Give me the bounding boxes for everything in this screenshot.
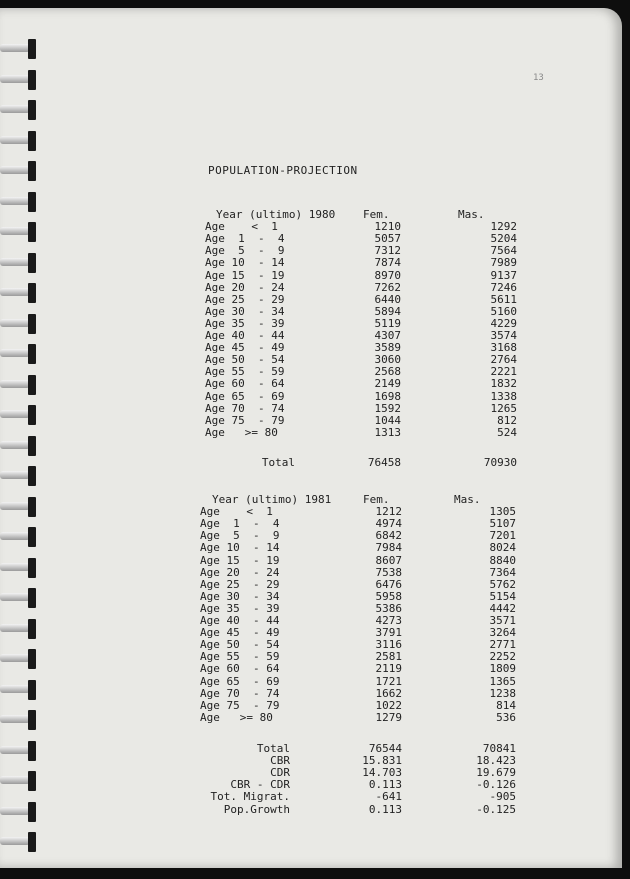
mas-value: 5204 <box>490 232 517 246</box>
age-group-label: Age 65 - 69 <box>205 389 285 403</box>
age-group-label: Age 25 - 29 <box>200 577 280 591</box>
summary-label: Total <box>261 456 295 469</box>
summary-mas-value: -0.125 <box>476 802 516 816</box>
page-number: 13 <box>533 73 544 83</box>
mas-value: 5611 <box>490 292 517 306</box>
mas-value: 1238 <box>489 686 516 700</box>
fem-value: 4307 <box>374 329 401 342</box>
fem-value: 1210 <box>374 220 401 234</box>
binding-ring <box>0 679 38 701</box>
binding-ring <box>0 618 38 640</box>
binding-ring <box>0 38 38 60</box>
mas-value: 7201 <box>489 529 516 543</box>
mas-value: 2771 <box>489 638 516 652</box>
mas-value: 9137 <box>490 268 517 282</box>
fem-value: 2581 <box>375 650 402 664</box>
fem-value: 6440 <box>374 292 401 306</box>
age-group-label: Age 60 - 64 <box>200 662 280 676</box>
summary-label: Total <box>256 742 290 755</box>
age-group-label: Age 10 - 14 <box>205 256 285 270</box>
summary-fem-value: 0.113 <box>368 802 402 816</box>
fem-value: 4974 <box>375 517 402 531</box>
age-group-label: Age 45 - 49 <box>205 341 285 355</box>
binding-ring <box>0 252 38 274</box>
binding-ring <box>0 465 38 487</box>
age-group-label: Age 50 - 54 <box>200 638 280 652</box>
age-group-label: Age 45 - 49 <box>200 626 280 640</box>
fem-value: 4273 <box>375 614 402 627</box>
fem-value: 1662 <box>375 686 402 700</box>
age-group-label: Age 15 - 19 <box>205 268 285 282</box>
age-group-label: Age >= 80 <box>200 710 273 724</box>
mas-value: 814 <box>496 698 516 712</box>
mas-value: 5154 <box>489 589 516 603</box>
fem-value: 3116 <box>375 638 402 652</box>
fem-value: 2568 <box>374 365 401 379</box>
fem-value: 3589 <box>374 341 401 355</box>
summary-fem-value: 15.831 <box>362 754 402 768</box>
fem-value: 6842 <box>375 529 402 543</box>
fem-value: 3060 <box>374 353 401 367</box>
table-header-fem: Fem. <box>363 493 390 506</box>
fem-value: 1022 <box>375 698 402 712</box>
binding-ring <box>0 526 38 548</box>
mas-value: 7246 <box>490 280 517 294</box>
fem-value: 7262 <box>374 280 401 294</box>
mas-value: 3574 <box>490 329 517 342</box>
fem-value: 3791 <box>375 626 402 640</box>
age-group-label: Age 40 - 44 <box>200 614 280 627</box>
mas-value: 4442 <box>489 601 516 615</box>
summary-fem-value: 76544 <box>368 742 402 755</box>
mas-value: 1265 <box>490 401 517 415</box>
mas-value: 5160 <box>490 304 517 318</box>
fem-value: 2119 <box>375 662 402 676</box>
table-header-mas: Mas. <box>458 208 485 221</box>
fem-value: 7312 <box>374 244 401 258</box>
mas-value: 1832 <box>490 377 517 391</box>
mas-value: 7989 <box>490 256 517 270</box>
document-page <box>0 8 622 868</box>
age-group-label: Age < 1 <box>200 505 273 519</box>
table-header-label: Year (ultimo) 1981 <box>212 493 332 506</box>
mas-value: 3264 <box>489 626 516 640</box>
fem-value: 1313 <box>374 425 401 439</box>
fem-value: 8970 <box>374 268 401 282</box>
table-header-fem: Fem. <box>363 208 390 221</box>
binding-ring <box>0 160 38 182</box>
mas-value: 5107 <box>489 517 516 531</box>
age-group-label: Age 40 - 44 <box>205 329 285 342</box>
binding-ring <box>0 343 38 365</box>
mas-value: 1365 <box>489 674 516 688</box>
age-group-label: Age 1 - 4 <box>205 232 285 246</box>
binding-ring <box>0 404 38 426</box>
mas-value: 2252 <box>489 650 516 664</box>
age-group-label: Age 25 - 29 <box>205 292 285 306</box>
binding-ring <box>0 557 38 579</box>
summary-mas-value: -905 <box>489 790 516 804</box>
age-group-label: Age >= 80 <box>205 425 278 439</box>
summary-fem-value: 76458 <box>367 456 401 469</box>
summary-mas-value: 19.679 <box>476 766 516 780</box>
age-group-label: Age 20 - 24 <box>200 565 280 579</box>
fem-value: 1721 <box>375 674 402 688</box>
summary-mas-value: -0.126 <box>476 778 516 792</box>
summary-mas-value: 70930 <box>483 456 517 469</box>
fem-value: 5057 <box>374 232 401 246</box>
age-group-label: Age 30 - 34 <box>200 589 280 603</box>
age-group-label: Age 65 - 69 <box>200 674 280 688</box>
fem-value: 6476 <box>375 577 402 591</box>
fem-value: 5894 <box>374 304 401 318</box>
binding-ring <box>0 801 38 823</box>
age-group-label: Age 55 - 59 <box>200 650 280 664</box>
mas-value: 524 <box>497 425 517 439</box>
mas-value: 1338 <box>490 389 517 403</box>
age-group-label: Age 70 - 74 <box>200 686 280 700</box>
summary-label: CBR - CDR <box>230 778 290 792</box>
age-group-label: Age 5 - 9 <box>205 244 285 258</box>
table-header-mas: Mas. <box>454 493 481 506</box>
fem-value: 1279 <box>375 710 402 724</box>
mas-value: 3168 <box>490 341 517 355</box>
age-group-label: Age 35 - 39 <box>200 601 280 615</box>
age-group-label: Age 5 - 9 <box>200 529 280 543</box>
binding-ring <box>0 435 38 457</box>
binding-ring <box>0 496 38 518</box>
binding-ring <box>0 99 38 121</box>
age-group-label: Age 30 - 34 <box>205 304 285 318</box>
age-group-label: Age 10 - 14 <box>200 541 280 555</box>
binding-ring <box>0 374 38 396</box>
summary-mas-value: 70841 <box>482 742 516 755</box>
binding-ring <box>0 709 38 731</box>
mas-value: 4229 <box>490 316 517 330</box>
binding-ring <box>0 191 38 213</box>
binding-ring <box>0 648 38 670</box>
binding-ring <box>0 69 38 91</box>
fem-value: 8607 <box>375 553 402 567</box>
age-group-label: Age 35 - 39 <box>205 316 285 330</box>
summary-label: CDR <box>270 766 290 780</box>
mas-value: 2764 <box>490 353 517 367</box>
fem-value: 2149 <box>374 377 401 391</box>
fem-value: 1592 <box>374 401 401 415</box>
age-group-label: Age 20 - 24 <box>205 280 285 294</box>
mas-value: 812 <box>497 413 517 427</box>
mas-value: 1292 <box>490 220 517 234</box>
binding-ring <box>0 740 38 762</box>
summary-fem-value: 0.113 <box>368 778 402 792</box>
fem-value: 1044 <box>374 413 401 427</box>
table-header-label: Year (ultimo) 1980 <box>216 208 336 221</box>
binding-ring <box>0 587 38 609</box>
age-group-label: Age 15 - 19 <box>200 553 280 567</box>
mas-value: 7364 <box>489 565 516 579</box>
binding-ring <box>0 282 38 304</box>
fem-value: 5958 <box>375 589 402 603</box>
age-group-label: Age 55 - 59 <box>205 365 285 379</box>
binding-ring <box>0 313 38 335</box>
mas-value: 1809 <box>489 662 516 676</box>
summary-mas-value: 18.423 <box>476 754 516 768</box>
fem-value: 1212 <box>375 505 402 519</box>
age-group-label: Age 75 - 79 <box>200 698 280 712</box>
age-group-label: Age 50 - 54 <box>205 353 285 367</box>
mas-value: 8840 <box>489 553 516 567</box>
mas-value: 5762 <box>489 577 516 591</box>
mas-value: 2221 <box>490 365 517 379</box>
mas-value: 3571 <box>489 614 516 627</box>
fem-value: 7538 <box>375 565 402 579</box>
mas-value: 536 <box>496 710 516 724</box>
fem-value: 5119 <box>374 316 401 330</box>
summary-fem-value: -641 <box>375 790 402 804</box>
page-title: POPULATION-PROJECTION <box>208 164 358 177</box>
age-group-label: Age 70 - 74 <box>205 401 285 415</box>
spiral-binding <box>0 38 40 868</box>
age-group-label: Age 1 - 4 <box>200 517 280 531</box>
binding-ring <box>0 831 38 853</box>
binding-ring <box>0 221 38 243</box>
age-group-label: Age 75 - 79 <box>205 413 285 427</box>
binding-ring <box>0 130 38 152</box>
fem-value: 5386 <box>375 601 402 615</box>
fem-value: 7984 <box>375 541 402 555</box>
mas-value: 1305 <box>489 505 516 519</box>
mas-value: 8024 <box>489 541 516 555</box>
summary-label: Pop.Growth <box>223 802 290 816</box>
summary-label: Tot. Migrat. <box>210 790 290 804</box>
age-group-label: Age 60 - 64 <box>205 377 285 391</box>
fem-value: 1698 <box>374 389 401 403</box>
summary-fem-value: 14.703 <box>362 766 402 780</box>
binding-ring <box>0 770 38 792</box>
summary-label: CBR <box>270 754 290 768</box>
fem-value: 7874 <box>374 256 401 270</box>
age-group-label: Age < 1 <box>205 220 278 234</box>
mas-value: 7564 <box>490 244 517 258</box>
